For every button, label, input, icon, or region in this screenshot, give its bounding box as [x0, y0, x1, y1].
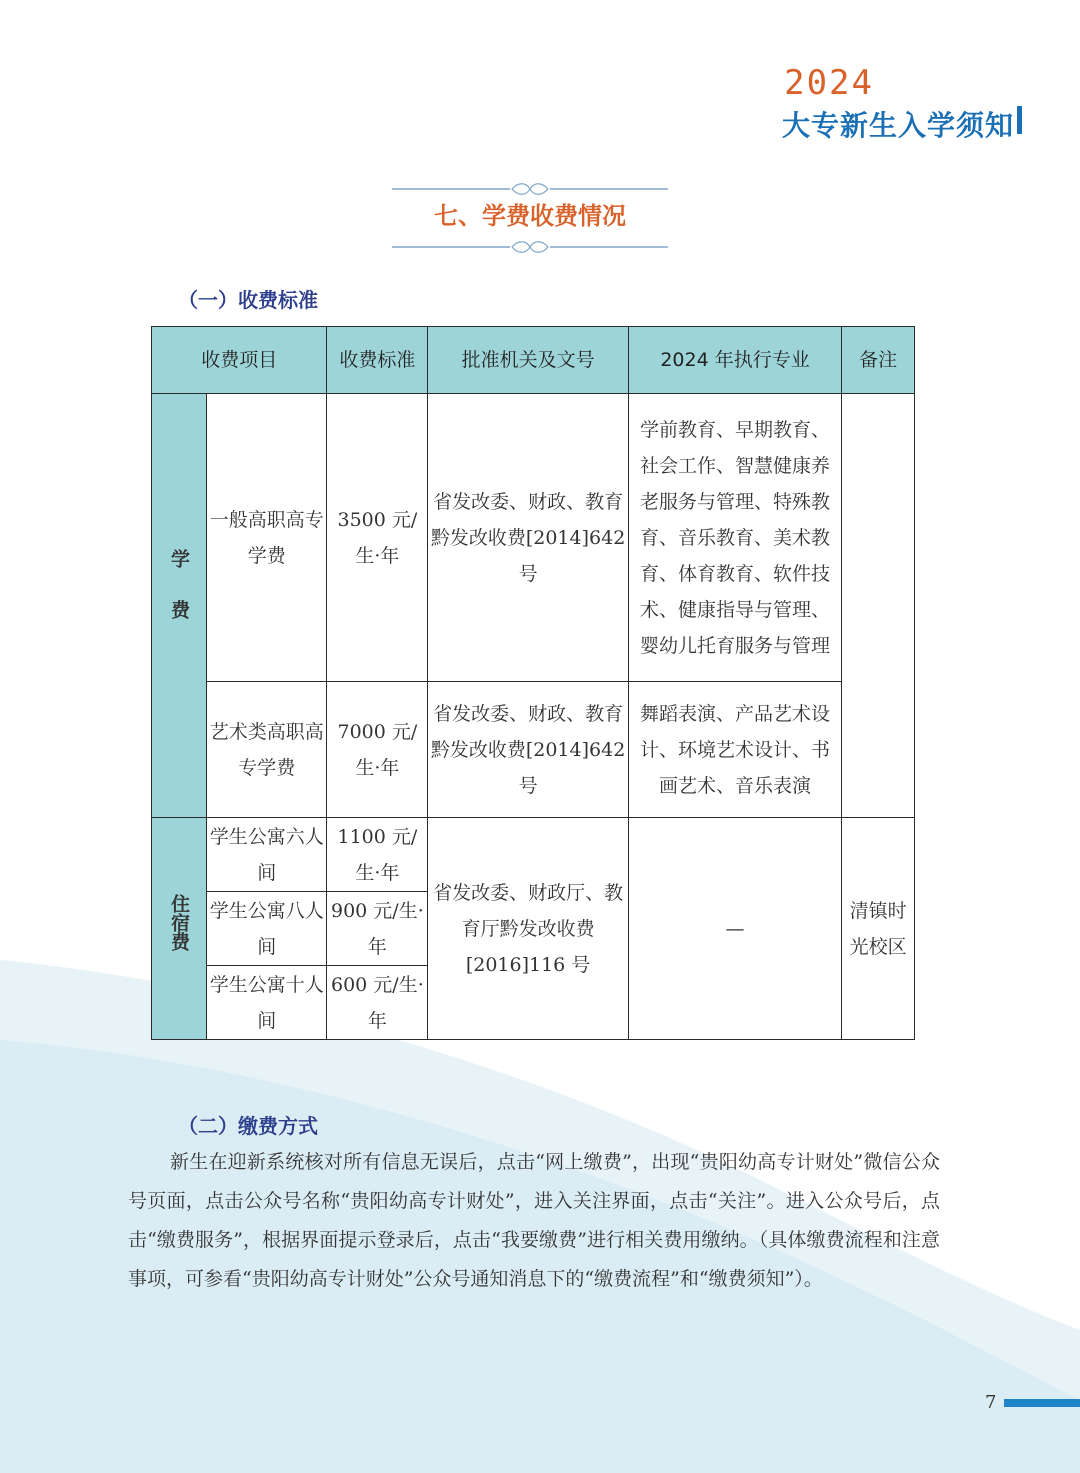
- page-number: 7: [985, 1392, 997, 1413]
- majors-lodging: —: [628, 818, 841, 1040]
- subsection-heading-standard: （一）收费标准: [178, 288, 318, 312]
- header-note: 备注: [842, 327, 915, 394]
- header-year: 2024: [784, 63, 874, 103]
- note-lodging: 清镇时光校区: [842, 818, 915, 1040]
- payment-instructions: 新生在迎新系统核对所有信息无误后，点击“网上缴费”，出现“贵阳幼高专计财处”微信公众号页面，点击公众号名称“贵阳幼高专计财处”，进入关注界面，点击“关注”。进入公众号后，点击“缴费服务”，根据界面提示登录后，点击“我要缴费”进行相关费用缴纳。（具体缴费流程和注意事项，可参看“贵阳幼高专计财处”公众号通知消息下的“缴费流程”和“缴费须知”）。: [128, 1151, 940, 1290]
- header-authority: 批准机关及文号: [428, 327, 629, 394]
- header-fee-item: 收费项目: [152, 327, 327, 394]
- header-title: 大专新生入学须知: [781, 109, 1014, 142]
- note-tuition-empty: [842, 394, 915, 818]
- fee-table: [151, 326, 915, 1040]
- authority-general: 省发改委、财政、教育黔发改收费[2014]642 号: [428, 394, 629, 682]
- category-lodging: 住宿费: [152, 818, 207, 1040]
- header-majors: 2024 年执行专业: [628, 327, 841, 394]
- ornament-top-icon: [392, 182, 668, 196]
- lodging-fee-ten: 600 元/生·年: [327, 966, 428, 1040]
- ornament-bottom-icon: [392, 240, 668, 254]
- authority-lodging: 省发改委、财政厅、教育厅黔发改收费[2016]116 号: [428, 818, 629, 1040]
- subsection-heading-payment: （二）缴费方式: [178, 1114, 318, 1138]
- fee-standard-general: 3500 元/生·年: [327, 394, 428, 682]
- table-row: [152, 682, 915, 818]
- table-row: [152, 394, 915, 682]
- fee-item-art: 艺术类高职高专学费: [206, 682, 327, 818]
- page-number-bar: [1004, 1399, 1080, 1407]
- document-header: [781, 63, 1014, 144]
- lodging-item-eight: 学生公寓八人间: [206, 892, 327, 966]
- table-header-row: [152, 327, 915, 394]
- fee-item-general: 一般高职高专学费: [206, 394, 327, 682]
- header-fee-standard: 收费标准: [327, 327, 428, 394]
- header-accent-bar: [1017, 106, 1022, 134]
- lodging-item-six: 学生公寓六人间: [206, 818, 327, 892]
- lodging-item-ten: 学生公寓十人间: [206, 966, 327, 1040]
- lodging-fee-eight: 900 元/生·年: [327, 892, 428, 966]
- lodging-fee-six: 1100 元/生·年: [327, 818, 428, 892]
- section-title: 七、学费收费情况: [434, 202, 626, 230]
- majors-art: 舞蹈表演、产品艺术设计、环境艺术设计、书画艺术、音乐表演: [628, 682, 841, 818]
- majors-general: 学前教育、早期教育、社会工作、智慧健康养老服务与管理、特殊教育、音乐教育、美术教育、体育教育、软件技术、健康指导与管理、婴幼儿托育服务与管理: [628, 394, 841, 682]
- fee-standard-art: 7000 元/生·年: [327, 682, 428, 818]
- category-tuition: 学费: [152, 394, 207, 818]
- table-row: [152, 818, 915, 892]
- authority-art: 省发改委、财政、教育黔发改收费[2014]642 号: [428, 682, 629, 818]
